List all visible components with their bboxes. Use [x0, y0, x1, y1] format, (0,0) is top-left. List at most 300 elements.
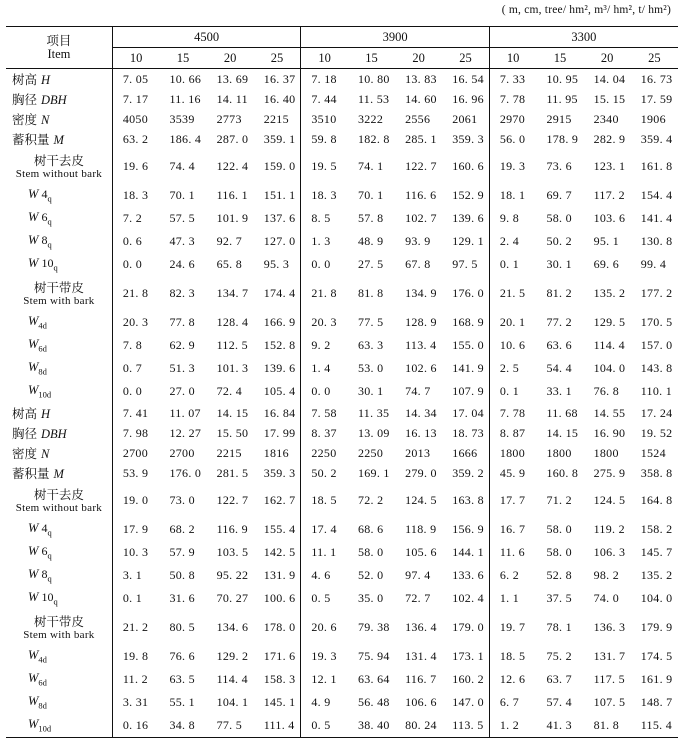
table-cell: 102. 6 [405, 361, 437, 375]
table-cell: 2915 [546, 111, 572, 126]
table-cell: 98. 2 [593, 568, 620, 582]
table-cell: 111. 4 [254, 714, 301, 738]
table-cell: 11. 53 [357, 91, 390, 106]
table-cell: 113. 5 [442, 714, 489, 738]
table-cell: 9. 2 [311, 338, 331, 352]
table-cell: 160. 2 [442, 668, 489, 691]
table-cell: 124. 5 [405, 493, 437, 507]
table-cell: 100. 6 [254, 587, 301, 610]
variable-symbol: DBH [41, 93, 67, 107]
table-cell: 0. 6 [122, 234, 143, 248]
diameter-class: 4 [41, 187, 48, 202]
table-cell: 95. 22 [216, 568, 249, 582]
table-cell: 16. 90 [593, 425, 626, 440]
table-row [6, 518, 678, 541]
density-group-header: 3300 [489, 27, 678, 48]
table-cell: 151. 1 [254, 184, 301, 207]
table-cell: 160. 6 [442, 149, 489, 184]
table-cell: 15. 15 [593, 91, 626, 106]
row-label [6, 149, 112, 184]
table-cell: 1. 1 [499, 591, 520, 605]
table-cell: 173. 1 [442, 645, 489, 668]
table-cell: 14. 34 [405, 405, 437, 420]
table-cell: 16. 7 [499, 522, 526, 536]
table-cell: 73. 0 [169, 493, 195, 507]
table-cell: 104. 0 [593, 361, 626, 375]
table-cell: 8. 5 [311, 211, 331, 225]
row-label [6, 483, 112, 518]
table-cell: 129. 2 [216, 649, 249, 663]
table-cell: 171. 6 [254, 645, 301, 668]
variable-symbol: W [28, 314, 39, 329]
table-cell: 45. 9 [499, 465, 526, 480]
variable-symbol: W [28, 187, 39, 202]
age-header: 25 [442, 48, 489, 69]
table-cell: 124. 5 [593, 493, 626, 507]
table-row [6, 403, 678, 423]
table-cell: 17. 24 [640, 405, 673, 420]
table-cell: 57. 9 [169, 545, 195, 559]
table-row [6, 380, 678, 403]
table-cell: 275. 9 [593, 465, 626, 480]
table-cell: 19. 7 [499, 620, 526, 634]
table-row [6, 610, 678, 645]
table-cell: 63. 7 [546, 672, 572, 686]
table-row [6, 564, 678, 587]
variable-symbol: W [28, 210, 39, 225]
table-cell: 359. 1 [254, 129, 301, 149]
variable-symbol: W [28, 567, 39, 582]
table-cell: 144. 1 [442, 541, 489, 564]
table-cell: 131. 4 [405, 649, 437, 663]
table-cell: 359. 3 [442, 129, 489, 149]
table-cell: 77. 8 [169, 315, 195, 329]
table-cell: 20. 6 [311, 620, 337, 634]
table-cell: 50. 8 [169, 568, 195, 582]
table-cell: 106. 6 [405, 695, 437, 709]
table-cell: 155. 0 [442, 334, 489, 357]
age-header: 25 [631, 48, 678, 69]
variable-symbol: W [28, 521, 39, 536]
age-header: 10 [489, 48, 536, 69]
table-cell: 127. 0 [254, 230, 301, 253]
table-cell: 4. 9 [311, 695, 331, 709]
row-label-en: Stem with bark [23, 628, 95, 641]
table-cell: 93. 9 [405, 234, 431, 248]
table-cell: 116. 1 [216, 188, 248, 202]
diameter-class: 6d [38, 343, 47, 354]
table-cell: 21. 2 [122, 620, 149, 634]
table-cell: 9. 8 [499, 211, 520, 225]
table-cell: 19. 8 [122, 649, 149, 663]
table-cell: 74. 1 [357, 159, 384, 173]
table-cell: 19. 0 [122, 493, 149, 507]
table-cell: 148. 7 [640, 695, 673, 709]
table-cell: 10. 3 [122, 545, 149, 559]
age-header: 20 [584, 48, 631, 69]
row-label-en: Stem without bark [15, 501, 103, 514]
subscript: q [47, 193, 52, 204]
table-cell: 3510 [311, 111, 337, 126]
table-cell: 186. 4 [169, 131, 202, 146]
diameter-class: 6 [41, 544, 48, 559]
table-cell: 7. 05 [122, 71, 149, 86]
table-cell: 67. 8 [405, 257, 431, 271]
table-cell: 179. 0 [442, 610, 489, 645]
table-cell: 18. 3 [311, 188, 337, 202]
table-row [6, 184, 678, 207]
table-cell: 81. 8 [584, 714, 631, 738]
row-label [6, 276, 112, 311]
diameter-class: 10 [41, 590, 54, 605]
table-cell: 2. 4 [499, 234, 520, 248]
data-table [6, 26, 678, 738]
table-cell: 105. 6 [405, 545, 437, 559]
table-row [6, 668, 678, 691]
table-row [6, 149, 678, 184]
row-label [6, 610, 112, 645]
row-label [6, 443, 112, 463]
table-cell: 13. 09 [357, 425, 390, 440]
table-cell: 141. 4 [640, 211, 673, 225]
table-cell: 54. 4 [546, 361, 572, 375]
row-label [6, 380, 112, 403]
table-cell: 136. 3 [593, 620, 626, 634]
table-cell: 70. 1 [169, 188, 195, 202]
table-cell: 4. 6 [311, 568, 331, 582]
table-row [6, 691, 678, 714]
row-label [6, 230, 112, 253]
table-cell: 152. 9 [442, 184, 489, 207]
table-cell: 3222 [357, 111, 384, 126]
row-label [6, 518, 112, 541]
table-cell: 17. 4 [311, 522, 337, 536]
row-label-en: Stem without bark [15, 167, 103, 180]
table-cell: 63. 64 [357, 672, 390, 686]
table-cell: 162. 7 [254, 483, 301, 518]
table-cell: 6. 7 [499, 695, 520, 709]
table-cell: 16. 40 [254, 89, 301, 109]
table-cell: 47. 3 [169, 234, 195, 248]
subscript: q [47, 573, 52, 584]
diameter-class: 8d [38, 366, 47, 377]
table-cell: 17. 7 [499, 493, 526, 507]
table-cell: 7. 78 [499, 405, 526, 420]
table-cell: 35. 0 [357, 591, 384, 605]
table-cell: 21. 8 [311, 286, 337, 300]
row-label [6, 69, 112, 90]
table-cell: 103. 5 [216, 545, 249, 559]
table-cell: 2556 [405, 111, 431, 126]
table-row [6, 423, 678, 443]
table-cell: 107. 5 [593, 695, 626, 709]
table-cell: 92. 7 [216, 234, 243, 248]
age-header: 15 [536, 48, 583, 69]
variable-symbol: W [28, 671, 39, 686]
table-cell: 17. 99 [254, 423, 301, 443]
table-cell: 7. 33 [499, 71, 526, 86]
table-cell: 1. 2 [489, 714, 536, 738]
table-cell: 11. 1 [311, 545, 337, 559]
diameter-class: 6d [38, 677, 47, 688]
table-cell: 16. 13 [405, 425, 437, 440]
age-header: 15 [159, 48, 206, 69]
table-cell: 19. 52 [640, 425, 673, 440]
table-cell: 178. 0 [254, 610, 301, 645]
table-cell: 12. 27 [169, 425, 202, 440]
table-cell: 128. 4 [216, 315, 249, 329]
table-cell: 285. 1 [405, 131, 437, 146]
table-cell: 358. 8 [640, 465, 673, 480]
table-cell: 7. 44 [311, 91, 337, 106]
row-label [6, 668, 112, 691]
table-cell: 58. 0 [546, 522, 572, 536]
row-label [6, 541, 112, 564]
table-row [6, 463, 678, 483]
table-cell: 11. 95 [546, 91, 578, 106]
table-cell: 279. 0 [405, 465, 437, 480]
table-cell: 102. 4 [442, 587, 489, 610]
table-cell: 143. 8 [640, 361, 673, 375]
table-cell: 182. 8 [357, 131, 390, 146]
table-cell: 30. 1 [357, 384, 384, 398]
row-label [6, 587, 112, 610]
table-cell: 10. 6 [499, 338, 526, 352]
table-cell: 3539 [169, 111, 195, 126]
table-cell: 20. 3 [311, 315, 337, 329]
table-cell: 65. 8 [216, 257, 243, 271]
row-label-zh: 密度 [12, 113, 38, 127]
row-label-zh: 胸径 [12, 427, 38, 441]
table-row [6, 109, 678, 129]
table-cell: 135. 2 [593, 286, 626, 300]
table-cell: 134. 7 [216, 286, 249, 300]
table-cell: 104. 1 [216, 695, 249, 709]
table-cell: 115. 4 [631, 714, 678, 738]
table-cell: 114. 4 [216, 672, 248, 686]
row-label [6, 357, 112, 380]
table-cell: 24. 6 [169, 257, 195, 271]
variable-symbol: H [41, 407, 51, 421]
table-cell: 18. 3 [122, 188, 149, 202]
table-cell: 152. 8 [254, 334, 301, 357]
table-cell: 12. 1 [311, 672, 337, 686]
table-cell: 107. 9 [442, 380, 489, 403]
table-cell: 16. 84 [254, 403, 301, 423]
table-cell: 2215 [216, 445, 242, 460]
table-cell: 106. 3 [593, 545, 626, 559]
diameter-class: 8 [41, 567, 48, 582]
table-cell: 77. 5 [207, 714, 254, 738]
table-cell: 20. 3 [122, 315, 149, 329]
table-cell: 4050 [122, 111, 149, 126]
table-cell: 104. 0 [640, 591, 673, 605]
diameter-class: 8 [41, 233, 48, 248]
table-cell: 117. 2 [593, 188, 625, 202]
table-cell: 56. 0 [499, 131, 526, 146]
table-cell: 0. 5 [301, 714, 348, 738]
row-label-zh: 蓄积量 [12, 133, 50, 147]
table-cell: 129. 1 [442, 230, 489, 253]
table-cell: 17. 59 [640, 91, 673, 106]
table-cell: 177. 2 [640, 286, 673, 300]
row-label [6, 129, 112, 149]
table-cell: 101. 9 [216, 211, 249, 225]
table-cell: 154. 4 [640, 188, 673, 202]
table-cell: 31. 6 [169, 591, 195, 605]
age-header: 10 [112, 48, 159, 69]
table-cell: 57. 5 [169, 211, 195, 225]
row-label [6, 645, 112, 668]
table-cell: 1524 [640, 445, 666, 460]
row-label-zh: 胸径 [12, 93, 38, 107]
table-cell: 52. 8 [546, 568, 572, 582]
table-row [6, 69, 678, 90]
table-cell: 116. 9 [216, 522, 248, 536]
table-cell: 160. 8 [546, 465, 579, 480]
table-cell: 281. 5 [216, 465, 249, 480]
table-cell: 178. 9 [546, 131, 579, 146]
row-label-zh: 树干去皮 [33, 153, 84, 168]
table-cell: 170. 5 [640, 315, 673, 329]
table-cell: 57. 8 [357, 211, 384, 225]
row-label [6, 334, 112, 357]
table-cell: 0. 1 [122, 591, 143, 605]
diameter-class: 10d [38, 723, 52, 734]
row-label-zh: 蓄积量 [12, 467, 50, 481]
table-cell: 81. 2 [546, 286, 572, 300]
table-cell: 133. 6 [442, 564, 489, 587]
table-cell: 70. 27 [216, 591, 249, 605]
table-cell: 50. 2 [546, 234, 572, 248]
table-cell: 123. 1 [593, 159, 626, 173]
table-cell: 19. 3 [499, 159, 526, 173]
table-cell: 1666 [442, 443, 489, 463]
table-cell: 176. 0 [169, 465, 202, 480]
age-header: 10 [301, 48, 348, 69]
table-row [6, 276, 678, 311]
row-label [6, 184, 112, 207]
table-cell: 110. 1 [640, 384, 673, 398]
table-cell: 76. 6 [169, 649, 195, 663]
table-cell: 102. 7 [405, 211, 437, 225]
table-row [6, 230, 678, 253]
table-cell: 13. 83 [405, 71, 437, 86]
subscript: q [53, 262, 58, 273]
table-cell: 80. 24 [395, 714, 442, 738]
table-cell: 174. 4 [254, 276, 301, 311]
table-row [6, 129, 678, 149]
table-cell: 0. 1 [499, 257, 520, 271]
table-cell: 95. 1 [593, 234, 620, 248]
table-cell: 12. 6 [499, 672, 526, 686]
table-cell: 2250 [357, 445, 384, 460]
table-cell: 58. 0 [357, 545, 384, 559]
subscript: q [47, 527, 52, 538]
table-cell: 2061 [442, 109, 489, 129]
units-note: ( m, cm, tree/ hm², m³/ hm², t/ hm²) [501, 4, 671, 16]
table-cell: 0. 0 [122, 257, 143, 271]
table-cell: 3. 1 [122, 568, 143, 582]
table-cell: 0. 5 [311, 591, 331, 605]
table-cell: 34. 8 [159, 714, 206, 738]
table-cell: 51. 3 [169, 361, 195, 375]
table-cell: 14. 60 [405, 91, 437, 106]
table-cell: 19. 3 [311, 649, 337, 663]
table-cell: 6. 2 [499, 568, 520, 582]
table-row [6, 357, 678, 380]
row-label-en: Stem with bark [23, 294, 95, 307]
table-cell: 33. 1 [546, 384, 572, 398]
row-label-zh: 树高 [12, 407, 38, 421]
table-cell: 8. 87 [499, 425, 526, 440]
row-label [6, 463, 112, 483]
table-cell: 11. 16 [169, 91, 201, 106]
table-cell: 59. 8 [311, 131, 337, 146]
table-row [6, 714, 678, 738]
table-cell: 130. 8 [640, 234, 673, 248]
table-cell: 114. 4 [593, 338, 625, 352]
table-cell: 71. 2 [546, 493, 572, 507]
table-cell: 15. 50 [216, 425, 249, 440]
table-cell: 131. 9 [254, 564, 301, 587]
table-cell: 359. 4 [640, 131, 673, 146]
table-cell: 18. 1 [499, 188, 526, 202]
table-cell: 7. 2 [122, 211, 143, 225]
table-cell: 2700 [122, 445, 149, 460]
item-header-en: Item [47, 46, 71, 61]
variable-symbol: W [28, 694, 39, 709]
table-cell: 122. 7 [216, 493, 249, 507]
table-cell: 1800 [593, 445, 619, 460]
table-cell: 99. 4 [640, 257, 667, 271]
variable-symbol: W [28, 648, 39, 663]
variable-symbol: W [28, 590, 39, 605]
table-cell: 11. 68 [546, 405, 578, 420]
table-cell: 14. 04 [593, 71, 626, 86]
table-cell: 78. 1 [546, 620, 572, 634]
table-cell: 116. 6 [405, 188, 437, 202]
table-cell: 14. 15 [216, 405, 249, 420]
table-cell: 161. 9 [640, 672, 673, 686]
table-cell: 38. 40 [348, 714, 395, 738]
table-cell: 17. 9 [122, 522, 149, 536]
table-cell: 134. 9 [405, 286, 437, 300]
table-cell: 63. 3 [357, 338, 384, 352]
table-cell: 117. 5 [593, 672, 625, 686]
table-cell: 7. 78 [499, 91, 526, 106]
table-cell: 7. 58 [311, 405, 337, 420]
table-cell: 113. 4 [405, 338, 437, 352]
variable-symbol: N [41, 447, 50, 461]
variable-symbol: W [28, 383, 39, 398]
density-group-header: 4500 [112, 27, 301, 48]
row-label [6, 89, 112, 109]
table-cell: 11. 6 [499, 545, 525, 559]
row-label [6, 207, 112, 230]
variable-symbol: DBH [41, 427, 67, 441]
table-cell: 16. 54 [442, 69, 489, 90]
table-cell: 14. 11 [216, 91, 248, 106]
table-cell: 56. 48 [357, 695, 390, 709]
table-cell: 73. 6 [546, 159, 572, 173]
table-cell: 50. 2 [311, 465, 337, 480]
table-cell: 37. 5 [546, 591, 572, 605]
table-cell: 30. 1 [546, 257, 572, 271]
table-row [6, 253, 678, 276]
table-cell: 11. 2 [122, 672, 148, 686]
table-cell: 145. 7 [640, 545, 673, 559]
